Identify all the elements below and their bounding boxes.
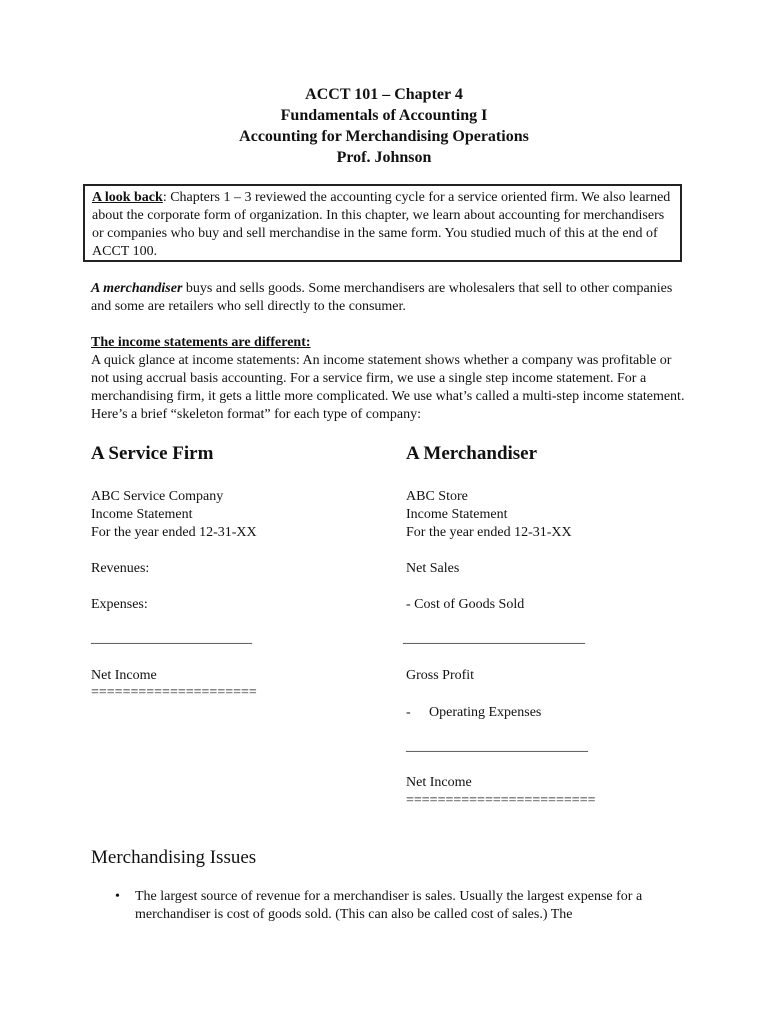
merchandiser-net-income: Net Income (406, 775, 472, 790)
look-back-box (83, 184, 682, 262)
service-double-rule: ===================== (91, 685, 257, 700)
income-statements-section (91, 334, 691, 424)
service-statement-label: Income Statement (91, 507, 193, 522)
service-firm-title: A Service Firm (91, 443, 214, 464)
look-back-text: : Chapters 1 – 3 reviewed the accounting cycle for a service oriented firm. We also learned about the corporate form of organization. In this chapter, we learn about accounting for merchandisers or companies who buy and sell merchandise in the same form. You studied much of this at the end of ACCT 100. (92, 190, 671, 259)
merchandiser-column (403, 442, 706, 808)
merchandising-issues-heading: Merchandising Issues (91, 847, 257, 868)
bullet-icon: • (115, 889, 120, 904)
merchandiser-definition (91, 280, 691, 316)
service-rule: _______________________ (91, 631, 252, 646)
merchandiser-period: For the year ended 12-31-XX (406, 525, 572, 540)
course-title: ACCT 101 – Chapter 4 (305, 86, 463, 103)
merchandiser-gross-profit: Gross Profit (406, 668, 475, 683)
professor-name: Prof. Johnson (336, 149, 432, 166)
chapter-title: Accounting for Merchandising Operations (239, 128, 529, 145)
service-expenses: Expenses: (91, 597, 148, 612)
service-firm-column (91, 442, 391, 700)
merchandiser-company-name: ABC Store (406, 489, 468, 504)
operating-expenses-dash: - (406, 705, 411, 720)
merchandiser-rule-1: __________________________ (403, 631, 585, 646)
look-back-label: A look back (92, 190, 163, 205)
merchandiser-statement-label: Income Statement (406, 507, 508, 522)
income-statements-heading: The income statements are different: (91, 335, 311, 350)
merchandiser-operating-expenses (406, 704, 541, 722)
document-header (0, 84, 768, 168)
merchandiser-rule-2: __________________________ (406, 739, 588, 754)
service-revenues: Revenues: (91, 561, 150, 576)
merchandiser-term: A merchandiser (91, 281, 183, 296)
income-statements-text: A quick glance at income statements: An income statement shows whether a company was profitable or not using accrual basis accounting. For a service firm, we use a single step income statement. For a merchandising firm, it gets a little more complicated. We use what’s called a multi-step income statement. Here’s a brief “skeleton format” for each type of company: (91, 353, 685, 422)
merchandiser-net-sales: Net Sales (406, 561, 460, 576)
bullet-text: The largest source of revenue for a merchandiser is sales. Usually the largest expense for a merchandiser is cost of goods sold. (This can also be called cost of sales.) The (135, 889, 643, 922)
service-period: For the year ended 12-31-XX (91, 525, 257, 540)
merchandising-issues-list (91, 888, 711, 924)
merchandiser-cogs: - Cost of Goods Sold (406, 597, 525, 612)
operating-expenses-label: Operating Expenses (429, 705, 542, 720)
merchandiser-text: buys and sells goods. Some merchandisers are wholesalers that sell to other companies and some are retailers who sell directly to the consumer. (91, 281, 673, 314)
merchandiser-title: A Merchandiser (406, 443, 538, 464)
service-net-income: Net Income (91, 668, 157, 683)
course-name: Fundamentals of Accounting I (280, 107, 488, 124)
service-company-name: ABC Service Company (91, 489, 224, 504)
list-item (91, 888, 711, 924)
merchandiser-double-rule: ======================== (406, 793, 596, 808)
